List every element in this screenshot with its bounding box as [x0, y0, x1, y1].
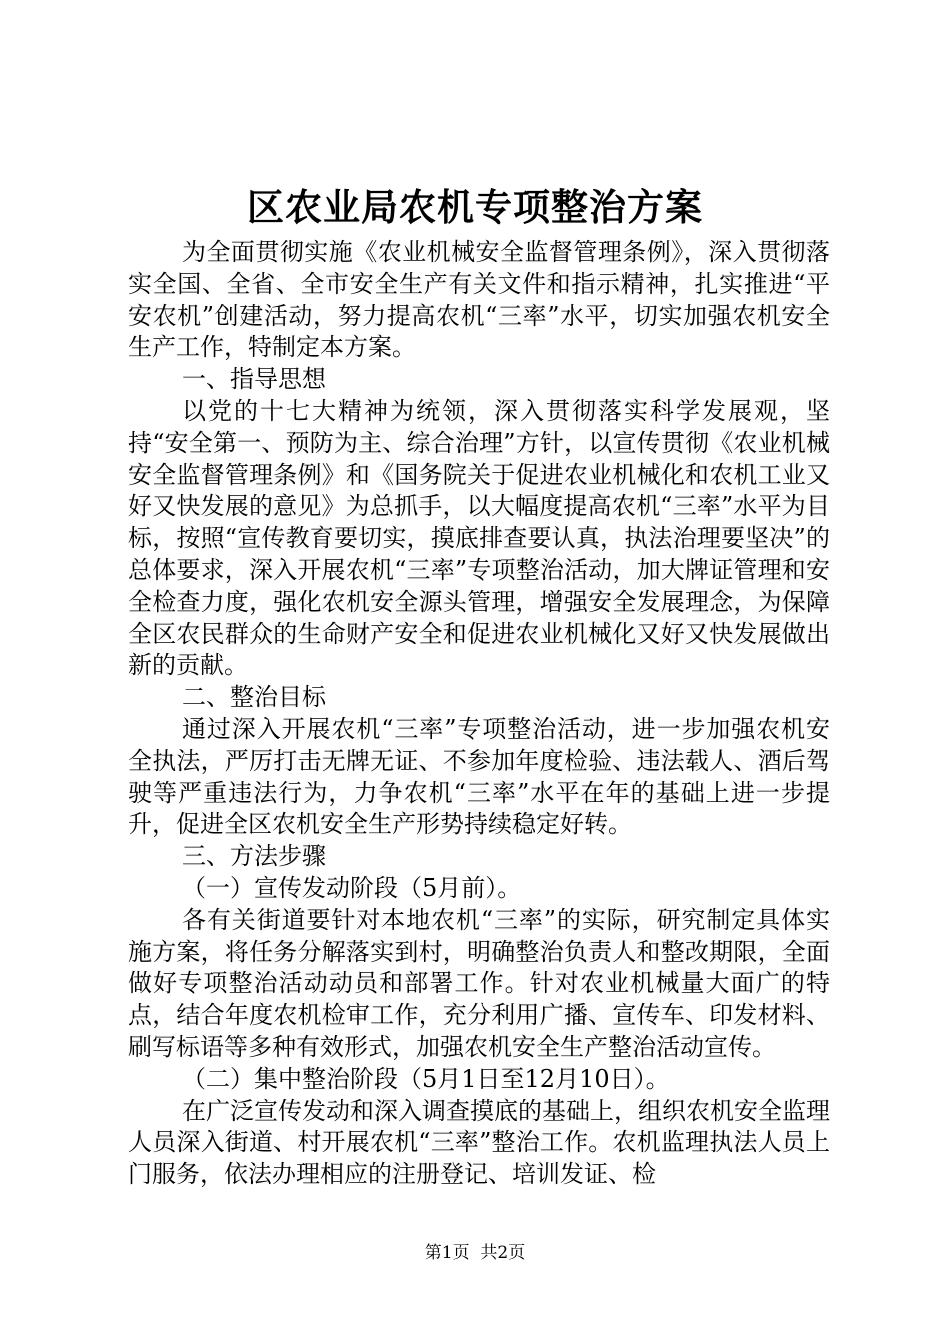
- page-total: 共2页: [480, 1243, 526, 1263]
- subsection-heading-publicity: （一）宣传发动阶段（5月前）。: [182, 873, 522, 902]
- subsection-heading-rectification: （二）集中整治阶段（5月1日至12月10日）。: [182, 1064, 670, 1093]
- page-number: 第1页: [424, 1243, 470, 1263]
- paragraph-publicity: 各有关街道要针对本地农机“三率”的实际，研究制定具体实施方案，将任务分解落实到村，明确整治负责人和整改期限，全面做好专项整治活动动员和部署工作。针对农业机械量大面广的特点，结合年度农机检审工作，充分利用广播、宣传车、印发材料、刷写标语等多种有效形式，加强农机安全生产整治活动宣传。: [128, 905, 830, 1061]
- paragraph-goals: 通过深入开展农机“三率”专项整治活动，进一步加强农机安全执法，严厉打击无牌无证、不参加年度检验、违法载人、酒后驾驶等严重违法行为，力争农机“三率”水平在年的基础上进一步提升，促进全区农机安全生产形势持续稳定好转。: [128, 714, 830, 839]
- section-heading-guiding-ideology: 一、指导思想: [182, 365, 326, 394]
- document-title: 区农业局农机专项整治方案: [247, 185, 703, 229]
- paragraph-rectification: 在广泛宣传发动和深入调查摸底的基础上，组织农机安全监理人员深入街道、村开展农机“三率”整治工作。农机监理执法人员上门服务，依法办理相应的注册登记、培训发证、检: [128, 1096, 830, 1189]
- document-body: [128, 237, 830, 1191]
- paragraph-intro: 为全面贯彻实施《农业机械安全监督管理条例》，深入贯彻落实全国、全省、全市安全生产有关文件和指示精神，扎实推进“平安农机”创建活动，努力提高农机“三率”水平，切实加强农机安全生产工作，特制定本方案。: [128, 238, 830, 362]
- paragraph-guiding-ideology: 以党的十七大精神为统领，深入贯彻落实科学发展观，坚持“安全第一、预防为主、综合治理”方针，以宣传贯彻《农业机械安全监督管理条例》和《国务院关于促进农业机械化和农机工业又好又快发展的意见》为总抓手，以大幅度提高农机“三率”水平为目标，按照“宣传教育要切实，摸底排查要认真，执法治理要坚决”的总体要求，深入开展农机“三率”专项整治活动，加大牌证管理和安全检查力度，强化农机安全源头管理，增强安全发展理念，为保障全区农民群众的生命财产安全和促进农业机械化又好又快发展做出新的贡献。: [128, 396, 830, 680]
- page-footer: [0, 1241, 950, 1265]
- section-heading-goals: 二、整治目标: [182, 683, 326, 712]
- section-heading-steps: 三、方法步骤: [182, 842, 326, 871]
